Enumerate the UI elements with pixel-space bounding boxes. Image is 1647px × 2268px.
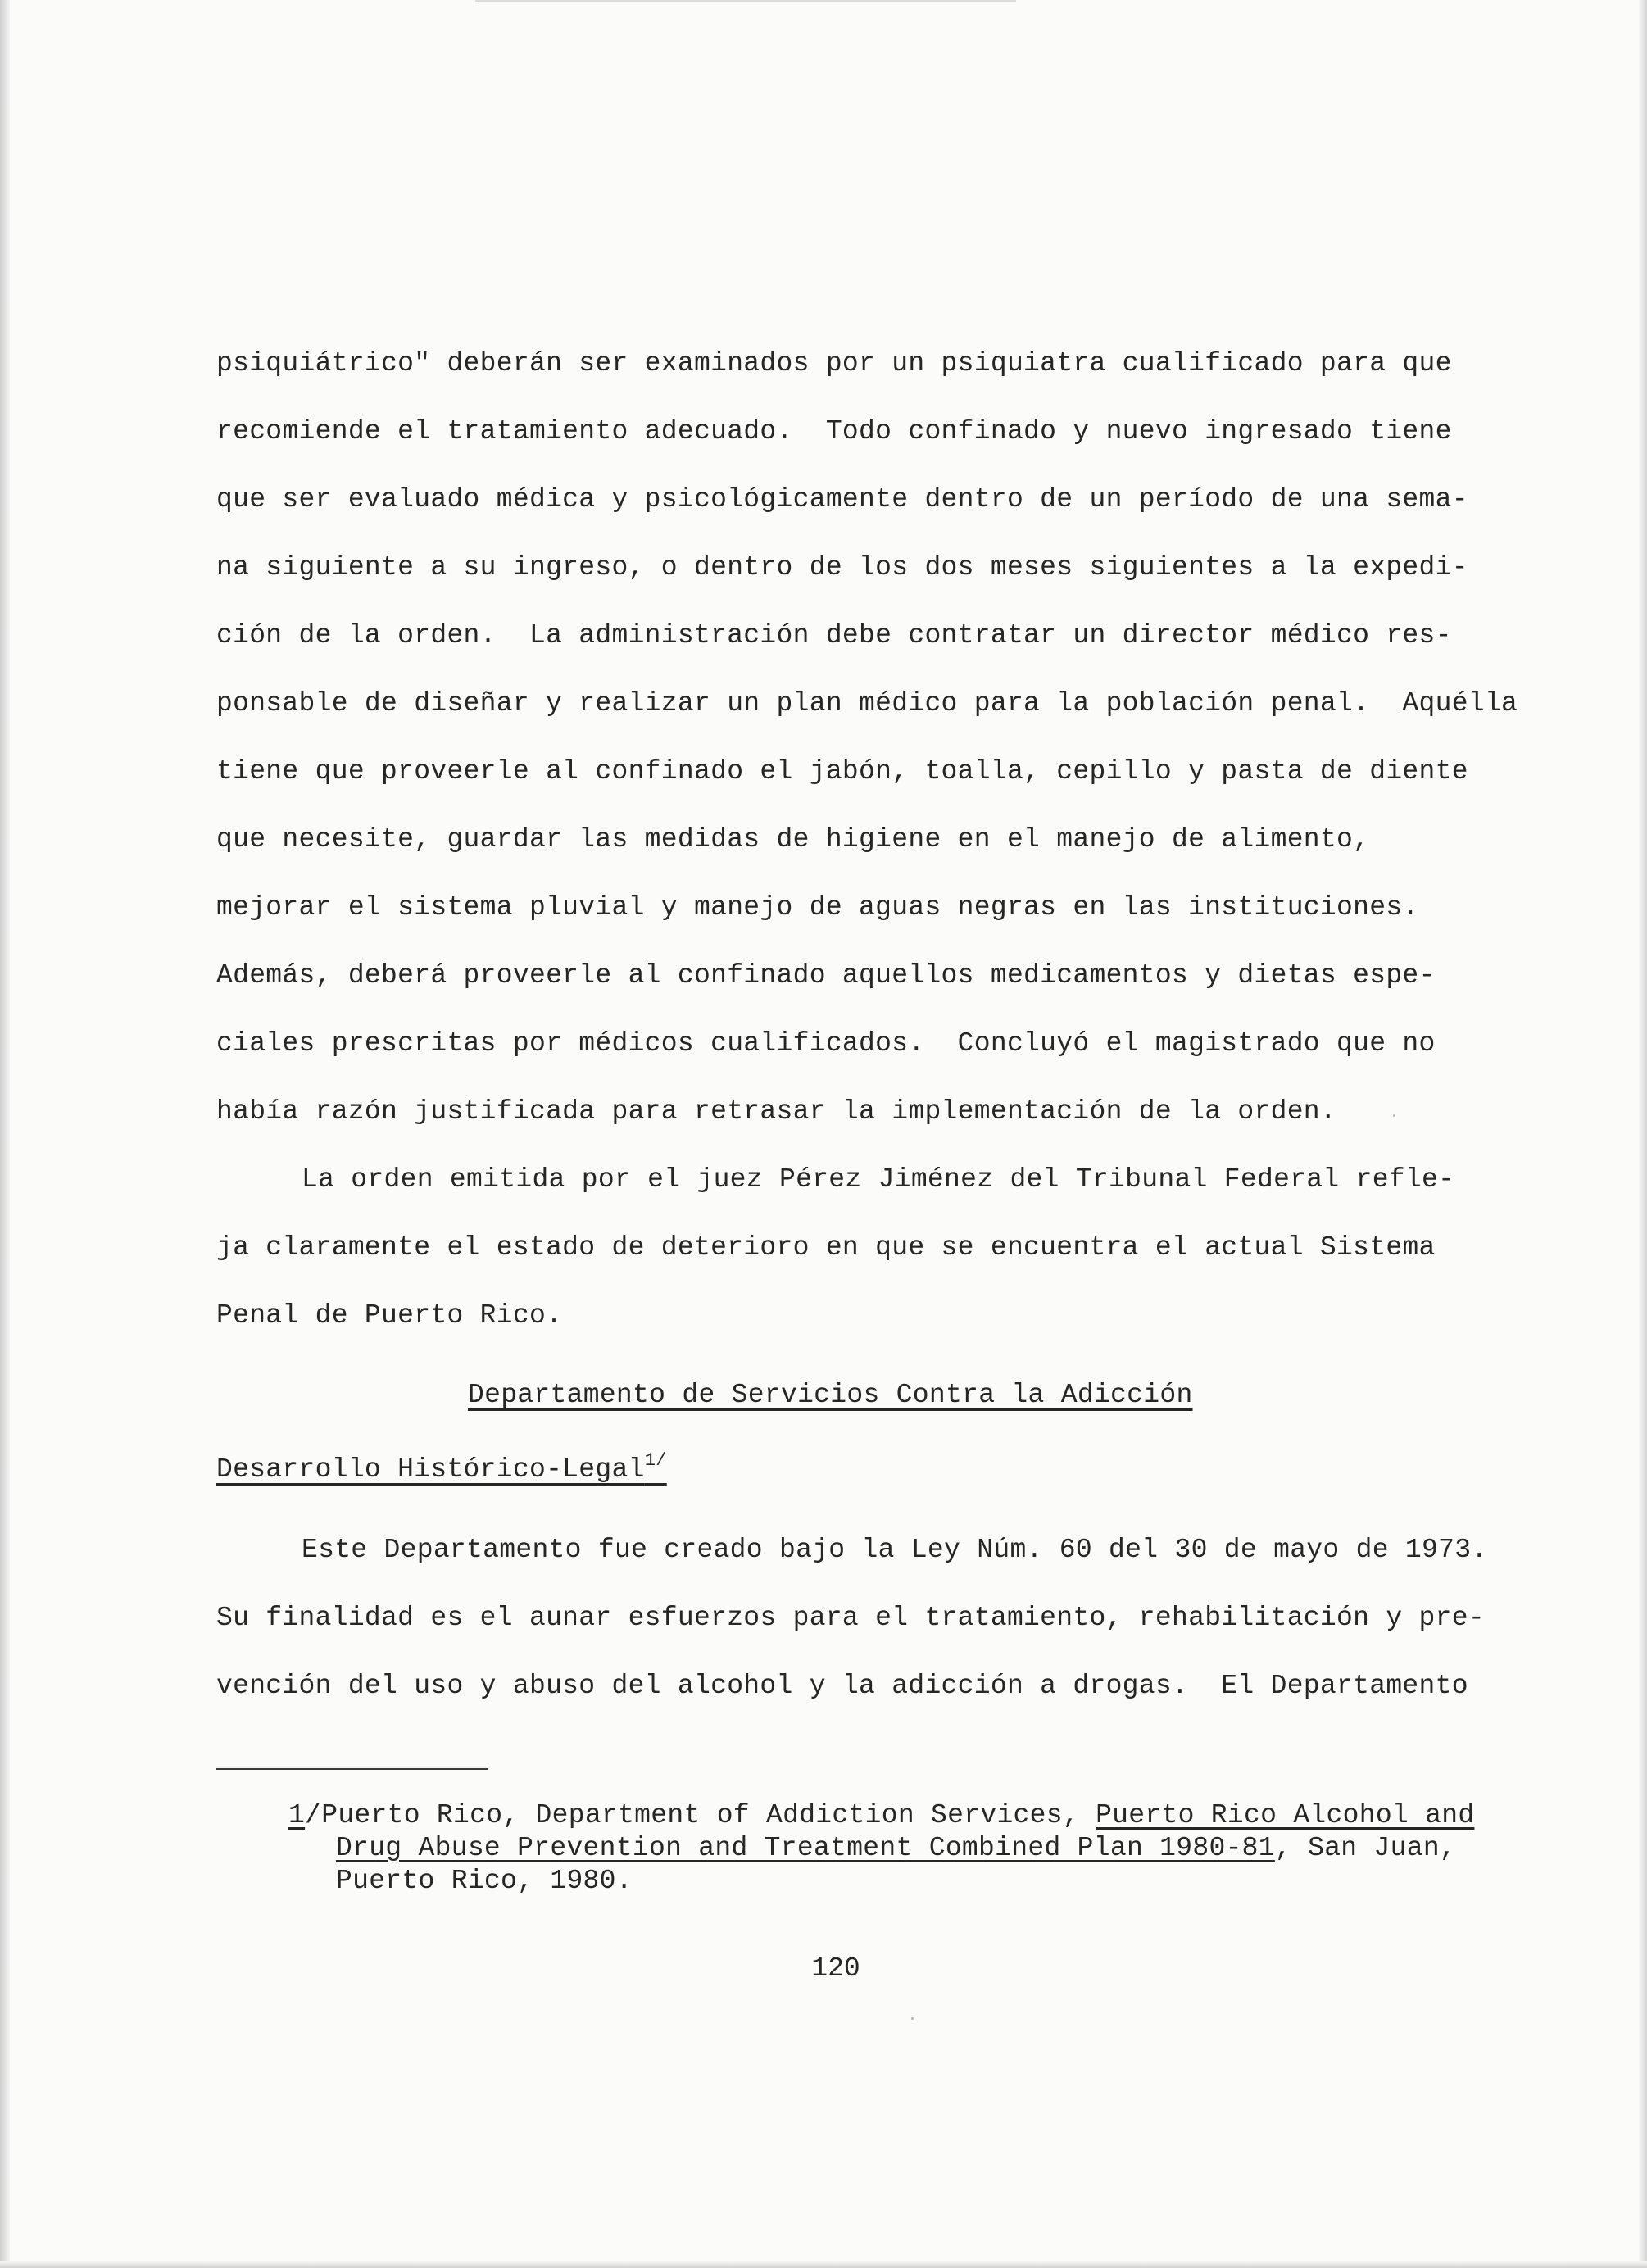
body-line: que necesite, guardar las medidas de higiene en el manejo de alimento,: [216, 824, 1370, 855]
body-line: mejorar el sistema pluvial y manejo de aguas negras en las instituciones.: [216, 892, 1419, 923]
body-line: na siguiente a su ingreso, o dentro de los dos meses siguientes a la expedi-: [216, 552, 1468, 583]
body-line: ciales prescritas por médicos cualificados. Concluyó el magistrado que no: [216, 1028, 1436, 1059]
paragraph-2-line: Penal de Puerto Rico.: [216, 1300, 563, 1331]
footnote-reference: 1/: [644, 1450, 667, 1471]
paragraph-3: [216, 1526, 1511, 1730]
body-line: había razón justificada para retrasar la implementación de la orden.: [216, 1096, 1337, 1127]
body-line: Además, deberá proveerle al confinado aquellos medicamentos y dietas espe-: [216, 960, 1436, 991]
paragraph-2-line: La orden emitida por el juez Pérez Jiménez del Tribunal Federal refle-: [302, 1164, 1455, 1195]
paragraph-3-line: vención del uso y abuso del alcohol y la adicción a drogas. El Departamento: [216, 1671, 1468, 1701]
subheading: [216, 1450, 667, 1485]
footnote-line-1: [288, 1799, 1474, 1832]
body-line: psiquiátrico" deberán ser examinados por un psiquiatra cualificado para que: [216, 348, 1452, 379]
body-line: ponsable de diseñar y realizar un plan médico para la población penal. Aquélla: [216, 688, 1518, 719]
page-left-edge: [0, 0, 10, 2268]
top-scan-line: [475, 0, 1016, 2]
body-line: recomiende el tratamiento adecuado. Todo confinado y nuevo ingresado tiene: [216, 416, 1452, 447]
body-line: tiene que proveerle al confinado el jabón, toalla, cepillo y pasta de diente: [216, 756, 1468, 787]
footnote-separator: [216, 1768, 488, 1770]
subheading-text: Desarrollo Histórico-Legal: [216, 1454, 645, 1485]
footnote-line-2: [288, 1832, 1474, 1865]
footnote: [288, 1799, 1474, 1898]
scan-speck: [911, 2017, 914, 2020]
paragraph-3-line: Su finalidad es el aunar esfuerzos para el tratamiento, rehabilitación y pre-: [216, 1603, 1485, 1633]
scan-speck: [1393, 1114, 1395, 1117]
body-line: ción de la orden. La administración debe contratar un director médico res-: [216, 620, 1452, 651]
footnote-suffix: , San Juan,: [1274, 1833, 1457, 1863]
footnote-line-3: Puerto Rico, 1980.: [336, 1866, 633, 1896]
page-right-edge: [1639, 0, 1647, 2268]
paragraph-3-line: Este Departamento fue creado bajo la Ley Núm. 60 del 30 de mayo de 1973.: [302, 1535, 1488, 1565]
footnote-prefix: /Puerto Rico, Department of Addiction Services,: [305, 1800, 1096, 1830]
paragraph-2-line: ja claramente el estado de deterioro en que se encuentra el actual Sistema: [216, 1232, 1436, 1263]
footnote-marker: 1: [288, 1800, 306, 1830]
page-bottom-edge: [0, 2261, 1647, 2268]
footnote-title-part-1: Puerto Rico Alcohol and: [1096, 1800, 1475, 1830]
body-text: [216, 339, 1518, 1359]
section-heading: Departamento de Servicios Contra la Adicción: [468, 1380, 1193, 1410]
body-line: que ser evaluado médica y psicológicamente dentro de un período de una sema-: [216, 484, 1468, 515]
footnote-title-part-2: Drug Abuse Prevention and Treatment Combined Plan 1980-81: [336, 1833, 1275, 1863]
page-number: 120: [811, 1953, 860, 1984]
